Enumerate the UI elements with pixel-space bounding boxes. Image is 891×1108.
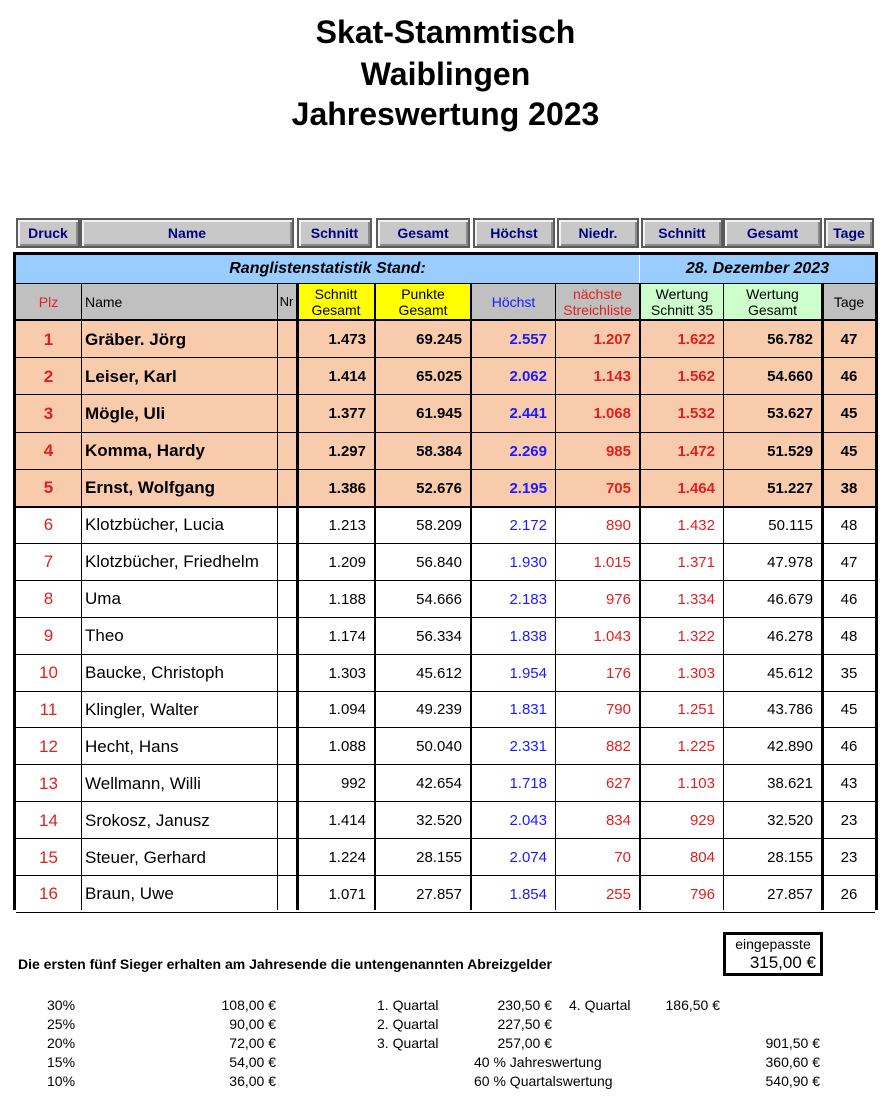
cell-name: Klotzbücher, Lucia (85, 515, 224, 535)
cell-gesamt: 65.025 (376, 358, 470, 395)
cell-hoechst: 1.854 (509, 885, 547, 903)
quarter-value: 230,50 € (497, 997, 552, 1013)
cell-wschnitt: 1.464 (641, 470, 723, 507)
cell-name: Hecht, Hans (85, 736, 179, 756)
cell-hoechst: 2.183 (509, 590, 547, 608)
cell-nr (277, 470, 296, 507)
cell-nr (277, 581, 296, 618)
cell-wschnitt: 1.371 (677, 553, 715, 571)
cell-schnitt: 1.209 (328, 553, 366, 571)
column-divider (277, 284, 278, 910)
cell-name: Braun, Uwe (85, 884, 174, 904)
cell-name: Gräber. Jörg (81, 321, 277, 358)
cell-streich: 1.068 (556, 395, 639, 432)
quarter-label: 3. Quartal (377, 1035, 439, 1051)
total-value: 901,50 € (765, 1035, 820, 1051)
amount-item: 72,00 € (229, 1035, 276, 1051)
cell-hoechst: 1.954 (509, 664, 547, 682)
column-divider (821, 284, 824, 910)
cell-hoechst: 2.043 (509, 812, 547, 830)
title-line-2: Waiblingen (360, 56, 531, 92)
cell-tage: 48 (840, 516, 858, 534)
cell-wgesamt: 47.978 (767, 553, 813, 571)
cell-wgesamt: 46.679 (767, 590, 813, 608)
cell-schnitt: 1.386 (298, 470, 374, 507)
cell-wschnitt: 1.303 (677, 664, 715, 682)
quarter-label: 1. Quartal (377, 997, 439, 1013)
cell-streich: 70 (614, 849, 631, 867)
cell-tage: 48 (840, 627, 858, 645)
cell-wgesamt: 56.782 (724, 321, 821, 358)
cell-plz: 15 (39, 847, 58, 867)
column-divider (296, 284, 299, 910)
cell-name: Uma (85, 589, 121, 609)
cell-streich: 1.207 (556, 321, 639, 358)
cell-tage: 43 (840, 775, 858, 793)
cell-nr (277, 802, 296, 839)
cell-nr (277, 507, 296, 544)
cell-wschnitt: 1.472 (641, 433, 723, 470)
cell-hoechst: 2.441 (472, 395, 555, 432)
percent-item: 25% (47, 1016, 76, 1032)
cell-nr (277, 321, 296, 358)
cell-name: Ernst, Wolfgang (81, 470, 277, 507)
box-label: eingepasste (735, 936, 811, 952)
cell-gesamt: 42.654 (416, 775, 462, 793)
col-nr: Nr (277, 284, 296, 320)
cell-wschnitt: 1.432 (677, 516, 715, 534)
cell-plz: 9 (43, 626, 54, 646)
cell-streich: 882 (605, 738, 631, 756)
cell-nr (277, 433, 296, 470)
quarter-value: 257,00 € (497, 1035, 552, 1051)
cell-gesamt: 32.520 (416, 812, 462, 830)
cell-wschnitt: 1.334 (677, 590, 715, 608)
cell-wschnitt: 929 (689, 812, 715, 830)
cell-wschnitt: 796 (689, 885, 715, 903)
sort-tage-button[interactable]: Tage (824, 218, 874, 248)
cell-streich: 976 (605, 590, 631, 608)
quarter-label: 2. Quartal (377, 1016, 439, 1032)
cell-streich: 627 (605, 775, 631, 793)
cell-streich: 1.015 (593, 553, 631, 571)
stand-date-text: 28. Dezember 2023 (685, 260, 830, 277)
col-wertung-gesamt: Wertung Gesamt (724, 284, 821, 320)
col-schnitt-gesamt: Schnitt Gesamt (298, 284, 374, 320)
col-punkte-gesamt: Punkte Gesamt (376, 284, 470, 320)
cell-nr (277, 692, 296, 729)
cell-schnitt: 1.088 (328, 738, 366, 756)
cell-wgesamt: 46.278 (767, 627, 813, 645)
cell-gesamt: 50.040 (416, 738, 462, 756)
cell-schnitt: 1.414 (298, 358, 374, 395)
cell-wgesamt: 51.227 (724, 470, 821, 507)
cell-schnitt: 1.473 (298, 321, 374, 358)
cell-streich: 1.143 (556, 358, 639, 395)
col-hoechst: Höchst (472, 284, 555, 320)
cell-wschnitt: 804 (689, 849, 715, 867)
cell-wgesamt: 42.890 (767, 738, 813, 756)
cell-schnitt: 1.303 (328, 664, 366, 682)
cell-plz: 5 (16, 470, 81, 507)
cell-nr (277, 728, 296, 765)
cell-nr (277, 839, 296, 876)
cell-name: Leiser, Karl (81, 358, 277, 395)
cell-hoechst: 2.074 (509, 849, 547, 867)
cell-nr (277, 395, 296, 432)
cell-wschnitt: 1.103 (677, 775, 715, 793)
cell-tage: 26 (840, 885, 858, 903)
cell-gesamt: 45.612 (416, 664, 462, 682)
cell-gesamt: 27.857 (416, 885, 462, 903)
cell-tage: 46 (823, 358, 875, 395)
cell-hoechst: 2.331 (509, 738, 547, 756)
stand-label (16, 255, 639, 283)
column-divider (81, 284, 82, 910)
cell-schnitt: 1.224 (328, 849, 366, 867)
title-line-1: Skat-Stammtisch (315, 14, 576, 50)
sort-name-button[interactable]: Name (80, 218, 294, 248)
cell-schnitt: 1.174 (328, 627, 366, 645)
sort-hoechst-button[interactable]: Höchst (473, 218, 555, 248)
cell-gesamt: 28.155 (416, 849, 462, 867)
cell-wgesamt: 43.786 (767, 701, 813, 719)
cell-gesamt: 56.840 (416, 553, 462, 571)
cell-plz: 2 (16, 358, 81, 395)
quarter-labels (377, 996, 438, 1053)
cell-wschnitt: 1.532 (641, 395, 723, 432)
cell-hoechst: 1.718 (509, 775, 547, 793)
cell-plz: 3 (16, 395, 81, 432)
column-divider (470, 284, 472, 910)
cell-hoechst: 1.831 (509, 701, 547, 719)
cell-schnitt: 1.377 (298, 395, 374, 432)
cell-streich: 890 (605, 516, 631, 534)
col-wertung-schnitt: Wertung Schnitt 35 (641, 284, 723, 320)
sort-wertung-gesamt-button[interactable]: Gesamt (723, 218, 822, 248)
cell-wgesamt: 54.660 (724, 358, 821, 395)
cell-tage: 46 (840, 738, 858, 756)
percent-item: 15% (47, 1054, 76, 1070)
cell-streich: 176 (605, 664, 631, 682)
cell-hoechst: 1.838 (509, 627, 547, 645)
cell-gesamt: 54.666 (416, 590, 462, 608)
cell-wschnitt: 1.225 (677, 738, 715, 756)
cell-tage: 38 (823, 470, 875, 507)
title-line-3: Jahreswertung 2023 (291, 96, 600, 132)
cell-tage: 45 (823, 433, 875, 470)
cell-tage: 35 (840, 664, 858, 682)
cell-hoechst: 2.062 (472, 358, 555, 395)
sort-schnitt-button[interactable]: Schnitt (297, 218, 372, 248)
cell-nr (277, 876, 296, 913)
quarter-value: 227,50 € (497, 1016, 552, 1032)
cell-plz: 8 (43, 589, 54, 609)
cell-streich: 834 (605, 812, 631, 830)
cell-schnitt: 1.297 (298, 433, 374, 470)
cell-wgesamt: 28.155 (767, 849, 813, 867)
cell-streich: 255 (605, 885, 631, 903)
row-divider (16, 912, 875, 913)
cell-wschnitt: 1.251 (677, 701, 715, 719)
percent-item: 10% (47, 1073, 76, 1089)
percent-item: 30% (47, 997, 76, 1013)
cell-wschnitt: 1.562 (641, 358, 723, 395)
cell-wgesamt: 38.621 (767, 775, 813, 793)
jahres-value: 360,60 € (765, 1054, 820, 1070)
cell-tage: 47 (823, 321, 875, 358)
cell-streich: 705 (556, 470, 639, 507)
cell-name: Klotzbücher, Friedhelm (85, 552, 259, 572)
cell-name: Steuer, Gerhard (85, 847, 206, 867)
cell-plz: 13 (39, 773, 58, 793)
sort-wertung-schnitt-button[interactable]: Schnitt (641, 218, 723, 248)
column-divider (639, 284, 641, 910)
amount-item: 54,00 € (229, 1054, 276, 1070)
cell-gesamt: 69.245 (376, 321, 470, 358)
cell-nr (277, 765, 296, 802)
cell-wschnitt: 1.622 (641, 321, 723, 358)
sort-niedr-button[interactable]: Niedr. (557, 218, 639, 248)
cell-plz: 1 (16, 321, 81, 358)
col-plz: Plz (16, 284, 81, 320)
q4-value: 186,50 € (665, 997, 720, 1013)
cell-name: Theo (85, 626, 124, 646)
cell-plz: 14 (39, 810, 58, 830)
quartals-label: 60 % Quartalswertung (474, 1073, 613, 1089)
amount-item: 108,00 € (221, 997, 276, 1013)
amount-list (176, 996, 276, 1091)
cell-schnitt: 992 (340, 775, 366, 793)
cell-wgesamt: 50.115 (768, 516, 813, 534)
quartals-value: 540,90 € (765, 1073, 820, 1089)
cell-gesamt: 56.334 (416, 627, 462, 645)
cell-plz: 7 (43, 552, 54, 572)
cell-name: Srokosz, Janusz (85, 810, 210, 830)
cell-schnitt: 1.071 (328, 885, 366, 903)
cell-name: Wellmann, Willi (85, 773, 201, 793)
header-divider (16, 319, 875, 321)
cell-streich: 1.043 (593, 627, 631, 645)
cell-wgesamt: 53.627 (724, 395, 821, 432)
cell-name: Komma, Hardy (81, 433, 277, 470)
stand-label-text: Ranglistenstatistik Stand: (229, 260, 426, 277)
column-divider (555, 284, 556, 910)
cell-name: Baucke, Christoph (85, 663, 224, 683)
cell-hoechst: 2.195 (472, 470, 555, 507)
cell-wschnitt: 1.322 (677, 627, 715, 645)
cell-schnitt: 1.188 (328, 590, 366, 608)
cell-wgesamt: 45.612 (767, 664, 813, 682)
cell-gesamt: 58.209 (416, 516, 462, 534)
cell-wgesamt: 32.520 (767, 812, 813, 830)
cell-nr (277, 655, 296, 692)
column-divider (723, 284, 724, 910)
cell-streich: 790 (605, 701, 631, 719)
cell-hoechst: 2.269 (472, 433, 555, 470)
cell-tage: 23 (840, 849, 858, 867)
cell-tage: 46 (840, 590, 858, 608)
cell-plz: 16 (39, 884, 58, 904)
q4-label: 4. Quartal (569, 997, 631, 1013)
amount-item: 90,00 € (229, 1016, 276, 1032)
cell-nr (277, 544, 296, 581)
quarter-values (472, 996, 552, 1053)
cell-plz: 10 (39, 663, 58, 683)
cell-gesamt: 61.945 (376, 395, 470, 432)
cell-plz: 12 (39, 736, 58, 756)
amount-item: 36,00 € (229, 1073, 276, 1089)
druck-button[interactable]: Druck (16, 218, 80, 248)
cell-schnitt: 1.213 (328, 516, 366, 534)
col-streichliste: nächste Streichliste (556, 284, 639, 320)
cell-schnitt: 1.094 (328, 701, 366, 719)
cell-tage: 45 (840, 701, 858, 719)
eingepasste-box (723, 932, 823, 976)
sort-gesamt-button[interactable]: Gesamt (376, 218, 470, 248)
column-divider (374, 284, 376, 910)
percent-item: 20% (47, 1035, 76, 1051)
cell-hoechst: 2.557 (472, 321, 555, 358)
cell-plz: 4 (16, 433, 81, 470)
cell-hoechst: 1.930 (509, 553, 547, 571)
cell-gesamt: 52.676 (376, 470, 470, 507)
cell-hoechst: 2.172 (509, 516, 547, 534)
stand-date (640, 255, 875, 283)
cell-gesamt: 58.384 (376, 433, 470, 470)
cell-name: Klingler, Walter (85, 699, 199, 719)
jahres-label: 40 % Jahreswertung (474, 1054, 602, 1070)
cell-nr (277, 618, 296, 655)
header-divider (16, 283, 875, 284)
cell-plz: 11 (39, 699, 58, 719)
cell-gesamt: 49.239 (416, 701, 462, 719)
cell-wgesamt: 51.529 (724, 433, 821, 470)
percent-list (47, 996, 75, 1091)
cell-streich: 985 (556, 433, 639, 470)
col-name: Name (81, 284, 277, 320)
cell-name: Mögle, Uli (81, 395, 277, 432)
col-tage: Tage (823, 284, 875, 320)
cell-nr (277, 358, 296, 395)
cell-plz: 6 (43, 515, 54, 535)
cell-tage: 45 (823, 395, 875, 432)
cell-tage: 23 (840, 812, 858, 830)
cell-schnitt: 1.414 (328, 812, 366, 830)
cell-wgesamt: 27.857 (767, 885, 813, 903)
cell-tage: 47 (840, 553, 858, 571)
box-value: 315,00 € (749, 953, 816, 972)
prize-intro: Die ersten fünf Sieger erhalten am Jahresende die untengenannten Abreizgelder (18, 956, 552, 972)
